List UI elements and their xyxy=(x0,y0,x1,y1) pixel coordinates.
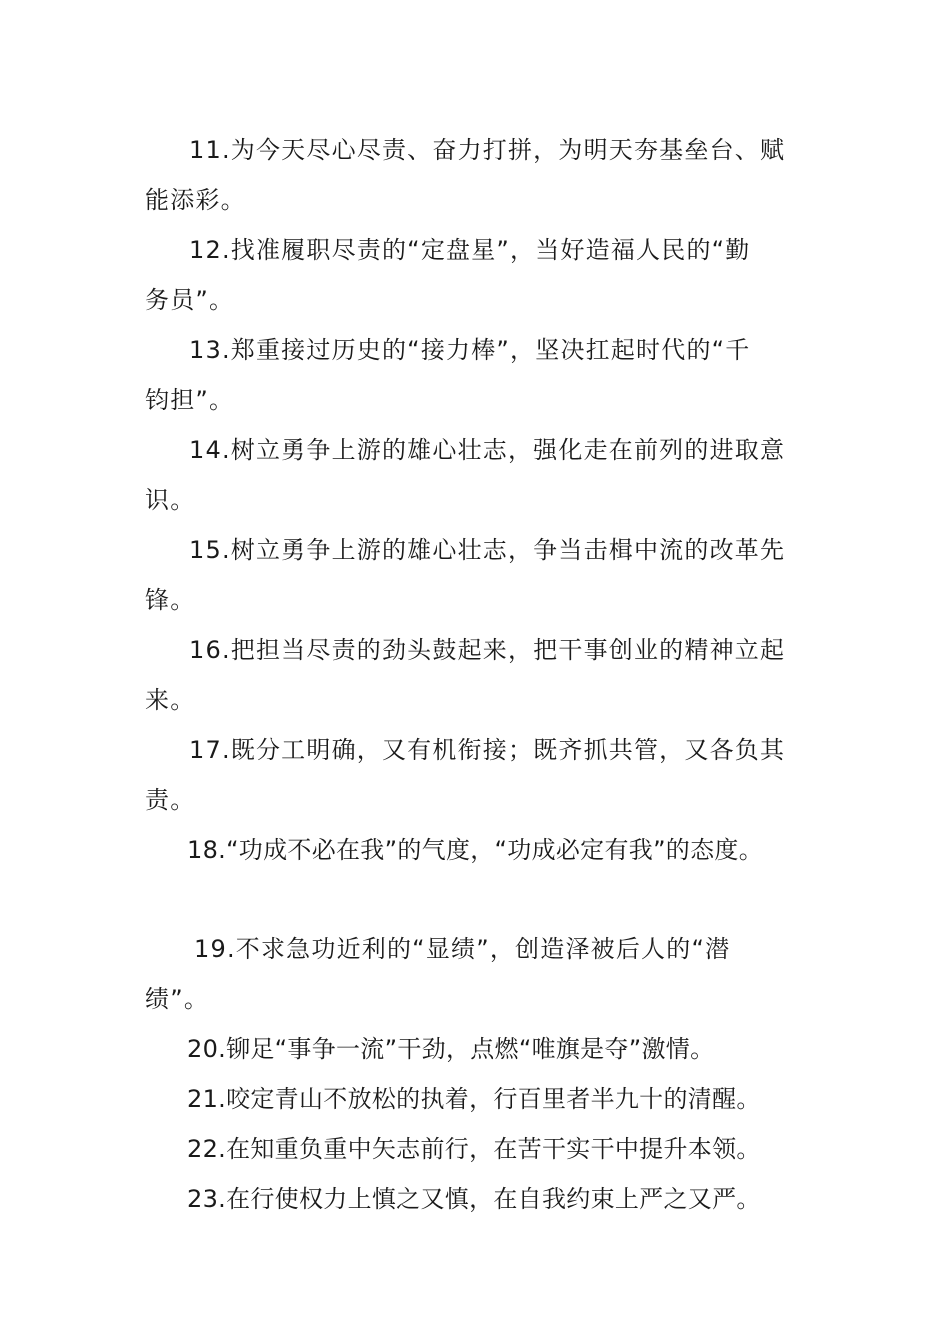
item-19-text: 不求急功近利的“显绩”，创造泽被后人的“潜 xyxy=(235,935,731,963)
item-15-line-2: 锋。 xyxy=(145,586,196,614)
item-14-line-1 xyxy=(189,433,785,467)
item-12-line-2: 务员”。 xyxy=(145,286,235,314)
item-15-text: 树立勇争上游的雄心壮志，争当击楫中流的改革先 xyxy=(230,536,786,564)
item-14-text: 树立勇争上游的雄心壮志，强化走在前列的进取意 xyxy=(230,436,786,464)
item-20-line-1 xyxy=(187,1032,714,1066)
item-23-line-1 xyxy=(187,1182,761,1216)
item-19-line-1 xyxy=(194,932,730,966)
item-20-number: 20. xyxy=(187,1035,227,1063)
item-12-line-1 xyxy=(189,233,750,267)
item-12-text: 找准履职尽责的“定盘星”，当好造福人民的“勤 xyxy=(230,236,751,264)
item-11-text: 为今天尽心尽责、奋力打拼，为明天夯基垒台、赋 xyxy=(230,136,786,164)
item-15-line-1 xyxy=(189,533,785,567)
item-12-number: 12. xyxy=(189,236,231,264)
item-18-text: “功成不必在我”的气度，“功成必定有我”的态度。 xyxy=(226,836,764,864)
item-23-text: 在行使权力上慎之又慎，在自我约束上严之又严。 xyxy=(226,1185,761,1213)
item-17-number: 17. xyxy=(189,736,231,764)
item-14-line-2: 识。 xyxy=(145,486,196,514)
item-18-line-1 xyxy=(187,833,763,867)
item-11-line-2: 能添彩。 xyxy=(145,186,246,214)
item-16-number: 16. xyxy=(189,636,231,664)
item-16-line-2: 来。 xyxy=(145,686,196,714)
item-14-number: 14. xyxy=(189,436,231,464)
item-19-line-2: 绩”。 xyxy=(145,985,210,1013)
item-20-text: 铆足“事争一流”干劲，点燃“唯旗是夺”激情。 xyxy=(226,1035,715,1063)
item-16-text: 把担当尽责的劲头鼓起来，把干事创业的精神立起 xyxy=(230,636,786,664)
item-22-number: 22. xyxy=(187,1135,227,1163)
item-21-text: 咬定青山不放松的执着，行百里者半九十的清醒。 xyxy=(226,1085,761,1113)
item-13-number: 13. xyxy=(189,336,231,364)
item-19-number: 19. xyxy=(194,935,236,963)
item-17-line-2: 责。 xyxy=(145,786,196,814)
item-17-line-1 xyxy=(189,733,785,767)
item-21-line-1 xyxy=(187,1082,761,1116)
item-16-line-1 xyxy=(189,633,785,667)
item-23-number: 23. xyxy=(187,1185,227,1213)
item-11-line-1 xyxy=(189,133,785,167)
item-11-number: 11. xyxy=(189,136,231,164)
item-13-line-1 xyxy=(189,333,750,367)
item-17-text: 既分工明确，又有机衔接；既齐抓共管，又各负其 xyxy=(230,736,786,764)
item-22-text: 在知重负重中矢志前行，在苦干实干中提升本领。 xyxy=(226,1135,761,1163)
item-21-number: 21. xyxy=(187,1085,227,1113)
item-15-number: 15. xyxy=(189,536,231,564)
item-22-line-1 xyxy=(187,1132,761,1166)
item-13-text: 郑重接过历史的“接力棒”，坚决扛起时代的“千 xyxy=(230,336,751,364)
item-13-line-2: 钧担”。 xyxy=(145,386,235,414)
item-18-number: 18. xyxy=(187,836,227,864)
